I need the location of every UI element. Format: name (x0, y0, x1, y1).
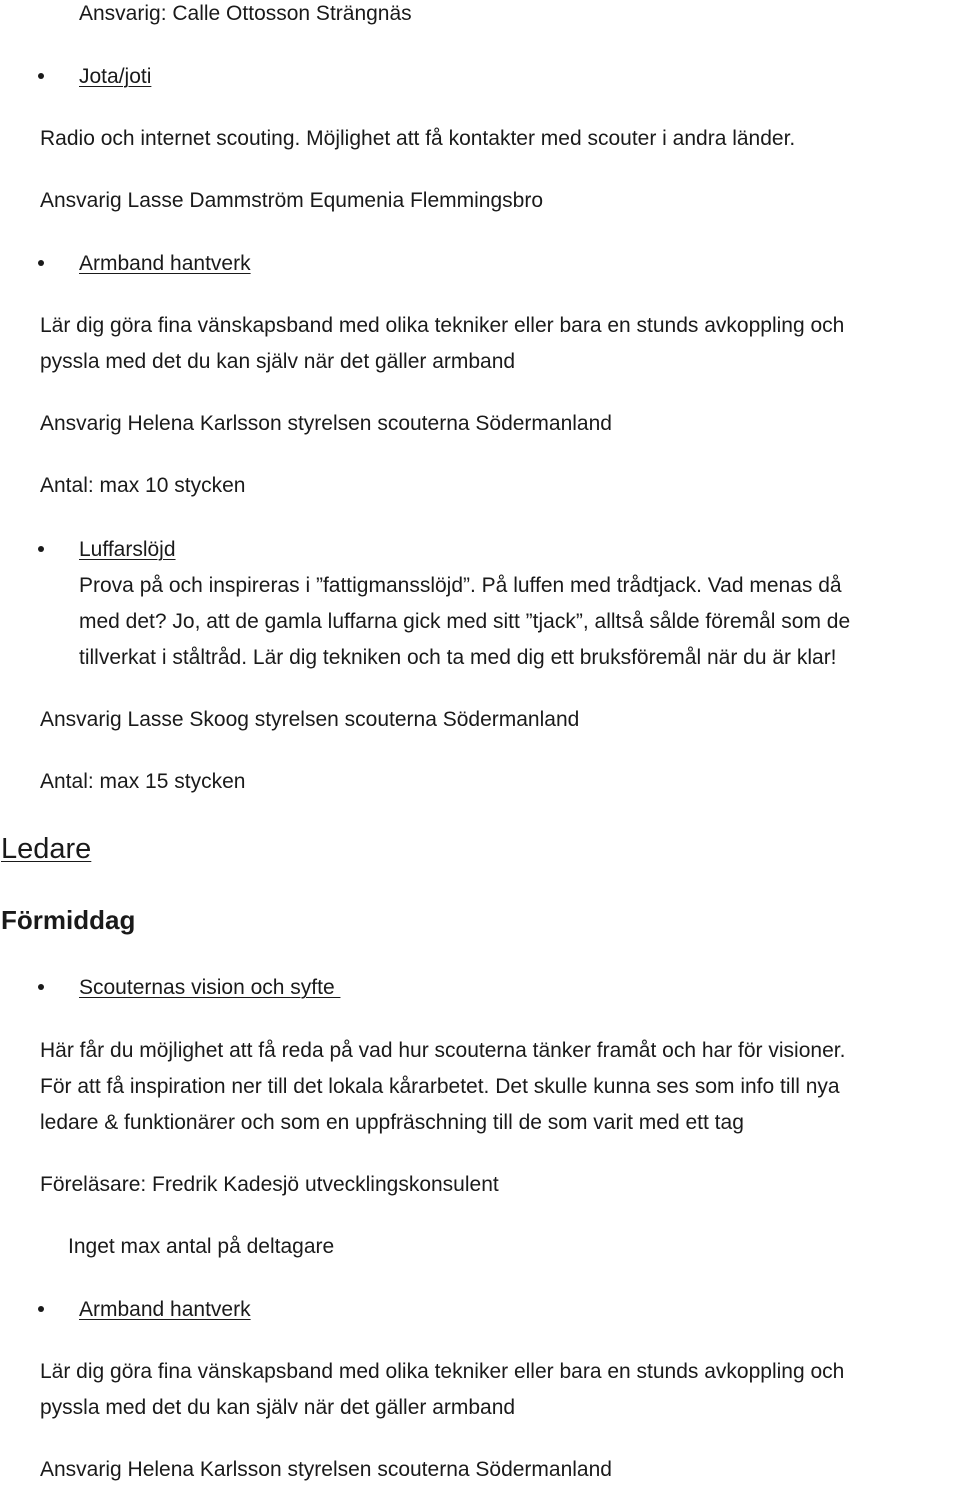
activity-title-armband: Armband hantverk (79, 252, 251, 275)
lecturer-text: Föreläsare: Fredrik Kadesjö utvecklingskonsulent (40, 1173, 499, 1196)
section-subheading-formiddag: Förmiddag (1, 905, 136, 935)
responsible-text: Ansvarig Lasse Dammström Equmenia Flemmingsbro (40, 189, 544, 212)
activity-description: tillverkat i ståltråd. Lär dig tekniken och ta med dig ett bruksföremål när du är klar! (79, 646, 837, 669)
bullet-icon (38, 1306, 44, 1312)
activity-description: Här får du möjlighet att få reda på vad hur scouterna tänker framåt och har för visioner. (40, 1039, 846, 1062)
capacity-text: Antal: max 15 stycken (40, 770, 246, 793)
responsible-text: Ansvarig Lasse Skoog styrelsen scouterna Södermanland (40, 708, 580, 731)
activity-title-armband: Armband hantverk (79, 1298, 251, 1321)
bullet-icon (38, 260, 44, 266)
activity-title-vision: Scouternas vision och syfte (79, 976, 341, 999)
capacity-text: Antal: max 10 stycken (40, 474, 246, 497)
capacity-text: Inget max antal på deltagare (68, 1235, 335, 1258)
activity-title-luffarslojd: Luffarslöjd (79, 538, 176, 561)
responsible-text: Ansvarig: Calle Ottosson Strängnäs (79, 2, 412, 25)
section-heading-ledare: Ledare (1, 833, 92, 865)
responsible-text: Ansvarig Helena Karlsson styrelsen scouterna Södermanland (40, 1458, 612, 1481)
responsible-text: Ansvarig Helena Karlsson styrelsen scouterna Södermanland (40, 412, 612, 435)
activity-description: Lär dig göra fina vänskapsband med olika tekniker eller bara en stunds avkoppling och (40, 314, 845, 337)
activity-title-jota: Jota/joti (79, 65, 152, 88)
activity-description: med det? Jo, att de gamla luffarna gick med sitt ”tjack”, alltså sålde föremål som de (79, 610, 851, 633)
activity-description: För att få inspiration ner till det lokala kårarbetet. Det skulle kunna ses som info till nya (40, 1075, 840, 1098)
activity-description: Prova på och inspireras i ”fattigmansslöjd”. På luffen med trådtjack. Vad menas då (79, 574, 842, 597)
bullet-icon (38, 984, 44, 990)
activity-description: ledare & funktionärer och som en uppfräschning till de som varit med ett tag (40, 1111, 744, 1134)
activity-description: Radio och internet scouting. Möjlighet att få kontakter med scouter i andra länder. (40, 127, 796, 150)
activity-description: Lär dig göra fina vänskapsband med olika tekniker eller bara en stunds avkoppling och (40, 1360, 845, 1383)
activity-description: pyssla med det du kan själv när det gäller armband (40, 350, 516, 373)
activity-description: pyssla med det du kan själv när det gäller armband (40, 1396, 516, 1419)
bullet-icon (38, 73, 44, 79)
bullet-icon (38, 546, 44, 552)
